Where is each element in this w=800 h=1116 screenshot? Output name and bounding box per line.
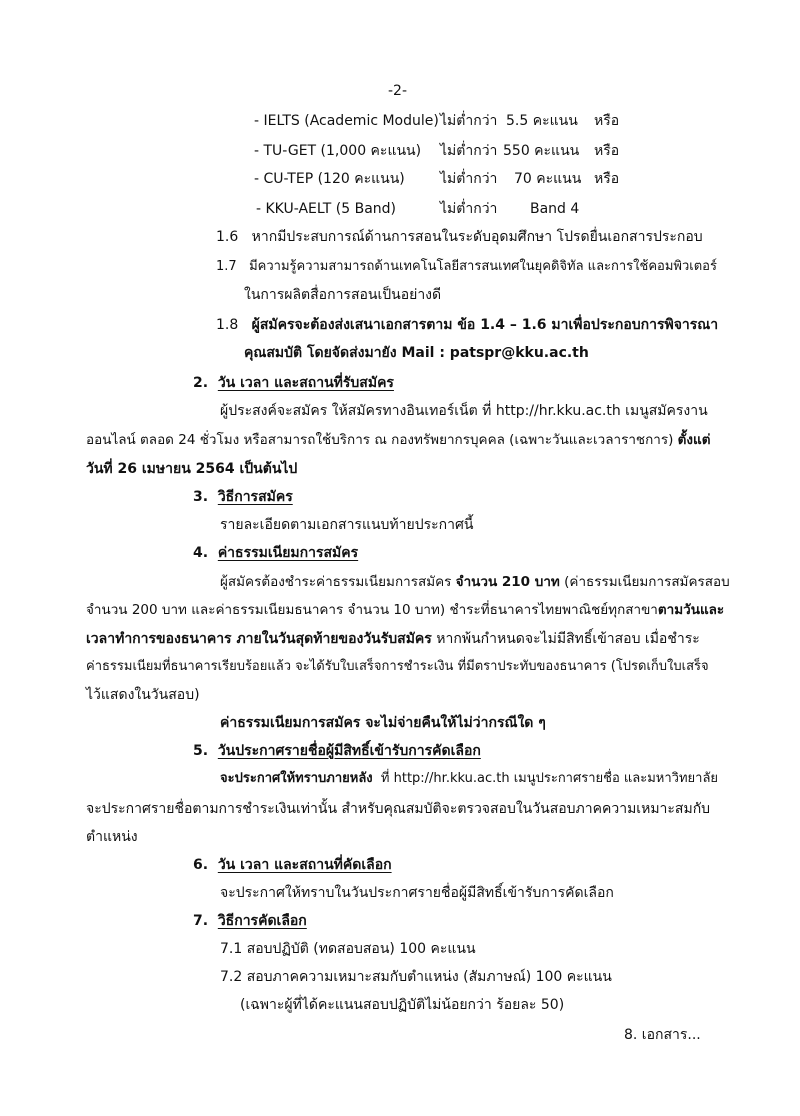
item-text: ผู้สมัครจะต้องส่งเสนาเอกสารตาม ข้อ 1.4 – 1.6 มาเพื่อประกอบการพิจารณา — [251, 317, 719, 333]
section-title: วัน เวลา และสถานที่รับสมัคร — [217, 375, 394, 391]
section-7-item2-note: (เฉพาะผู้ที่ได้คะแนนสอบปฏิบัติไม่น้อยกว่า ร้อยละ 50) — [240, 997, 565, 1013]
score-test: - IELTS (Academic Module) — [254, 113, 439, 129]
score-value: 70 คะแนน — [514, 171, 582, 187]
score-test: - CU-TEP (120 คะแนน) — [254, 171, 405, 187]
score-conj: หรือ — [594, 171, 620, 187]
score-min: ไม่ต่ำกว่า — [440, 171, 498, 187]
section-number: 7. — [193, 913, 209, 929]
item-1-8-cont: คุณสมบัติ โดยจัดส่งมายัง Mail : patspr@kku.ac.th — [244, 345, 589, 361]
section-5-line3: ตำแหน่ง — [86, 829, 138, 845]
section-title: วัน เวลา และสถานที่คัดเลือก — [217, 857, 392, 873]
section-title: วิธีการคัดเลือก — [217, 913, 307, 929]
score-value: Band 4 — [530, 201, 580, 217]
item-1-7 — [216, 260, 717, 273]
item-number: 1.8 — [216, 317, 239, 333]
section-2-line2: ออนไลน์ ตลอด 24 ชั่วโมง หรือสามารถใช้บริการ ณ กองทรัพยากรบุคคล (เฉพาะวันและเวลาราชการ) ตั้งแต่ — [86, 432, 711, 448]
section-7-item2: 7.2 สอบภาคความเหมาะสมกับตำแหน่ง (สัมภาษณ์) 100 คะแนน — [220, 969, 612, 985]
section-title: วิธีการสมัคร — [217, 489, 293, 505]
section-number: 5. — [193, 743, 209, 759]
section-7-heading — [193, 914, 307, 928]
section-title: ค่าธรรมเนียมการสมัคร — [217, 545, 359, 561]
score-min: ไม่ต่ำกว่า — [440, 113, 498, 129]
score-conj: หรือ — [594, 143, 620, 159]
section-number: 2. — [193, 375, 209, 391]
item-1-8 — [216, 318, 718, 332]
section-title: วันประกาศรายชื่อผู้มีสิทธิ์เข้ารับการคัดเลือก — [217, 743, 481, 759]
score-value: 5.5 คะแนน — [506, 113, 578, 129]
section-7-item1: 7.1 สอบปฏิบัติ (ทดสอบสอน) 100 คะแนน — [220, 941, 476, 957]
section-4-note: ค่าธรรมเนียมการสมัคร จะไม่จ่ายคืนให้ไม่ว่ากรณีใด ๆ — [220, 715, 546, 731]
section-4-p1: ผู้สมัครต้องชำระค่าธรรมเนียมการสมัคร จำนวน 210 บาท (ค่าธรรมเนียมการสมัครสอบ — [220, 574, 730, 590]
section-2-line3: วันที่ 26 เมษายน 2564 เป็นต้นไป — [86, 461, 298, 477]
section-number: 6. — [193, 857, 209, 873]
section-5-line2: จะประกาศรายชื่อตามการชำระเงินเท่านั้น สำหรับคุณสมบัติจะตรวจสอบในวันสอบภาคความเหมาะสมกับ — [86, 801, 711, 817]
page-number: -2- — [388, 83, 408, 99]
section-5-line1: จะประกาศให้ทราบภายหลัง ที่ http://hr.kku.ac.th เมนูประกาศรายชื่อ และมหาวิทยาลัย — [220, 771, 719, 786]
section-2-heading — [193, 376, 394, 390]
score-value: 550 คะแนน — [503, 143, 580, 159]
section-4-p5: ไว้แสดงในวันสอบ) — [86, 687, 200, 703]
score-min: ไม่ต่ำกว่า — [440, 201, 498, 217]
item-1-6 — [216, 230, 703, 244]
score-test: - KKU-AELT (5 Band) — [256, 201, 396, 217]
score-min: ไม่ต่ำกว่า — [440, 143, 498, 159]
section-2-line1: ผู้ประสงค์จะสมัคร ให้สมัครทางอินเทอร์เน็ต ที่ http://hr.kku.ac.th เมนูสมัครงาน — [220, 403, 708, 419]
item-number: 1.7 — [216, 259, 237, 274]
section-5-heading — [193, 744, 481, 758]
item-text: หากมีประสบการณ์ด้านการสอนในระดับอุดมศึกษา โปรดยื่นเอกสารประกอบ — [251, 229, 703, 245]
section-3-heading — [193, 490, 293, 504]
section-4-p4: ค่าธรรมเนียมที่ธนาคารเรียบร้อยแล้ว จะได้รับใบเสร็จการชำระเงิน ที่มีตราประทับของธนาคาร (โปรดเก็บใบเสร็จ — [86, 659, 709, 674]
section-4-heading — [193, 546, 358, 560]
section-6-heading — [193, 858, 392, 872]
item-text: มีความรู้ความสามารถด้านเทคโนโลยีสารสนเทศในยุคดิจิทัล และการใช้คอมพิวเตอร์ — [249, 259, 717, 274]
section-4-p3: เวลาทำการของธนาคาร ภายในวันสุดท้ายของวันรับสมัคร หากพ้นกำหนดจะไม่มีสิทธิ์เข้าสอบ เมื่อชำระ — [86, 631, 700, 647]
section-number: 4. — [193, 545, 209, 561]
section-3-line1: รายละเอียดตามเอกสารแนบท้ายประกาศนี้ — [220, 517, 474, 533]
item-number: 1.6 — [216, 229, 239, 245]
section-4-p2: จำนวน 200 บาท และค่าธรรมเนียมธนาคาร จำนวน 10 บาท) ชำระที่ธนาคารไทยพาณิชย์ทุกสาขาตามวันและ — [86, 602, 725, 618]
section-number: 3. — [193, 489, 209, 505]
section-6-line1: จะประกาศให้ทราบในวันประกาศรายชื่อผู้มีสิทธิ์เข้ารับการคัดเลือก — [220, 885, 614, 901]
score-test: - TU-GET (1,000 คะแนน) — [254, 143, 422, 159]
continuation-footer: 8. เอกสาร... — [624, 1027, 701, 1043]
item-1-7-cont: ในการผลิตสื่อการสอนเป็นอย่างดี — [244, 287, 442, 303]
score-conj: หรือ — [594, 113, 620, 129]
